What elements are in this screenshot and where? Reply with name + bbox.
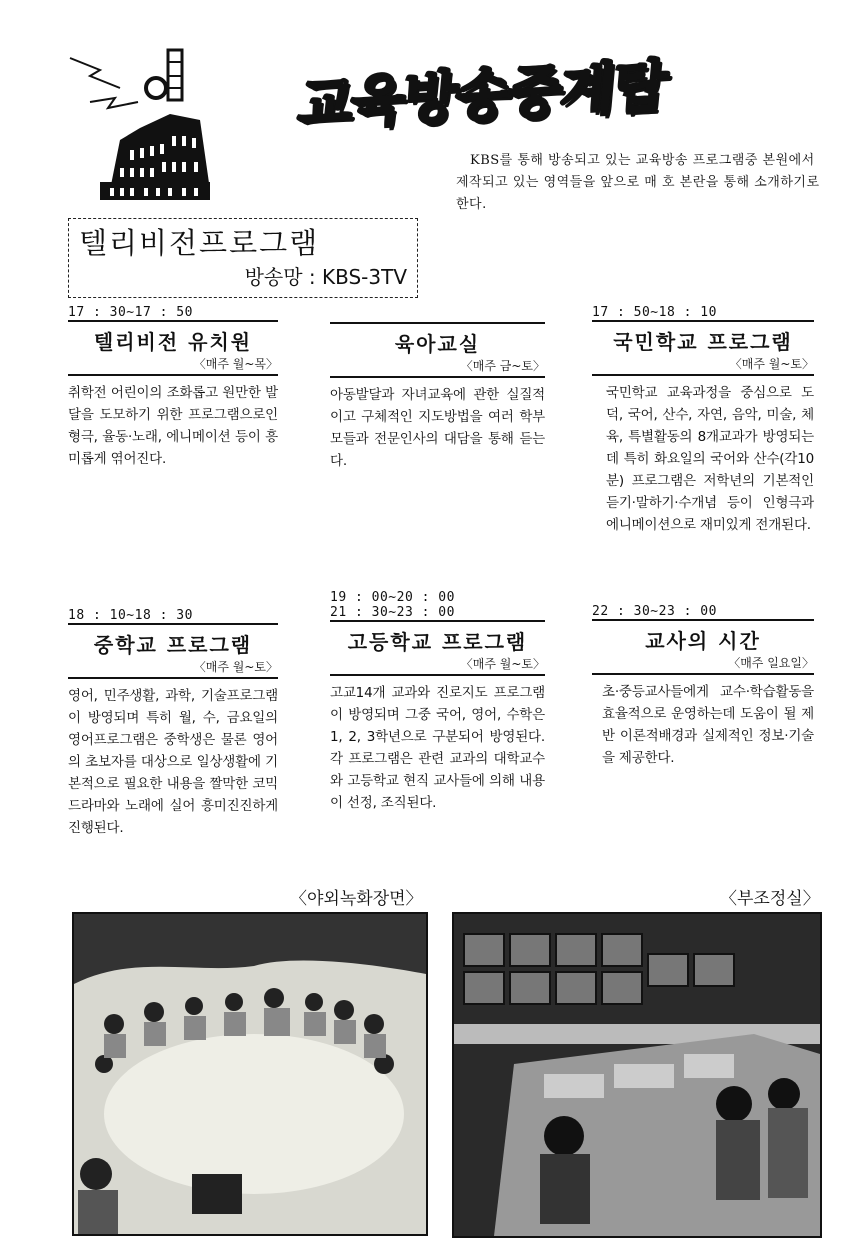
program-time: 17 : 50~18 : 10 — [592, 305, 717, 320]
program-title: 육아교실 — [330, 322, 545, 357]
program-section-title: 텔리비전프로그램 — [79, 226, 320, 260]
program-description: 초·중등교사들에게 교수·학습활동을 효율적으로 운영하는데 도움이 될 제반 이론적배경과 실제적인 정보·기술을 제공한다. — [602, 684, 814, 766]
outdoor-recording-photo — [72, 912, 428, 1236]
program-title: 중학교 프로그램 — [68, 623, 278, 658]
program-title: 고등학교 프로그램 — [330, 620, 545, 655]
program-title: 교사의 시간 — [592, 619, 814, 654]
program-time: 17 : 30~17 : 50 — [68, 305, 193, 320]
program-time: 22 : 30~23 : 00 — [592, 604, 717, 619]
masthead-title: 교육방송중계탑 — [295, 53, 669, 138]
program-days: 〈매주 일요일〉 — [592, 654, 814, 675]
program-days: 〈매주 월~토〉 — [330, 655, 545, 676]
program-title: 텔리비전 유치원 — [68, 320, 278, 355]
program-description: 아동발달과 자녀교육에 관한 실질적이고 구체적인 지도방법을 여러 학부모들과 전문인사의 대담을 통해 듣는다. — [330, 387, 545, 469]
program-time: 18 : 10~18 : 30 — [68, 608, 193, 623]
network-label: 방송망 : KBS-3TV — [244, 265, 407, 289]
program-description: 취학전 어린이의 조화롭고 원만한 발달을 도모하기 위한 프로그램으로인형극, 율동·노래, 에니메이션 등이 흥미롭게 엮어진다. — [68, 385, 278, 467]
program-teachers — [592, 604, 814, 769]
control-room-photo — [452, 912, 822, 1238]
program-elementary — [592, 305, 814, 536]
program-days: 〈매주 월~목〉 — [68, 355, 278, 376]
program-title: 국민학교 프로그램 — [592, 320, 814, 355]
program-description: 국민학교 교육과정을 중심으로 도덕, 국어, 산수, 자연, 음악, 미술, 체육, 특별활동의 8개교과가 방영되는데 특히 화요일의 국어와 산수(각10분) 프로그램은 저학년의 기본적인 듣기·말하기·수개념 등이 인형극과 에니메이션으로 재미있게 전개된다. — [606, 385, 814, 533]
masthead — [295, 50, 710, 138]
program-high-school — [330, 590, 545, 814]
program-kindergarten — [68, 305, 278, 470]
broadcast-tower-icon — [60, 40, 220, 210]
program-days: 〈매주 월~토〉 — [68, 658, 278, 679]
photo-caption-outdoor: 〈야외녹화장면〉 — [290, 889, 423, 909]
program-section-box — [68, 218, 418, 298]
program-description: 영어, 민주생활, 과학, 기술프로그램이 방영되며 특히 월, 수, 금요일의 영어프로그램은 중학생은 물론 영어의 초보자를 대상으로 일상생활에 기본적으로 필요한 내용을 짤막한 코믹드라마와 노래에 실어 흥미진진하게 진행된다. — [68, 688, 278, 836]
intro-paragraph: KBS를 통해 방송되고 있는 교육방송 프로그램중 본원에서 제작되고 있는 영역들을 앞으로 매 호 본란을 통해 소개하기로 한다. — [456, 153, 820, 212]
program-days: 〈매주 금~토〉 — [330, 357, 545, 378]
program-middle-school — [68, 608, 278, 839]
program-time: 19 : 00~20 : 00 21 : 30~23 : 00 — [330, 590, 455, 620]
photo-caption-control-room: 〈부조정실〉 — [720, 889, 820, 909]
program-parenting — [330, 322, 545, 472]
program-description: 고교14개 교과와 진로지도 프로그램이 방영되며 그중 국어, 영어, 수학은 1, 2, 3학년으로 구분되어 방영된다. 각 프로그램은 관련 교과의 대학교수와 고등학교 현직 교사들에 의해 내용이 선정, 조직된다. — [330, 685, 545, 811]
program-days: 〈매주 월~토〉 — [592, 355, 814, 376]
